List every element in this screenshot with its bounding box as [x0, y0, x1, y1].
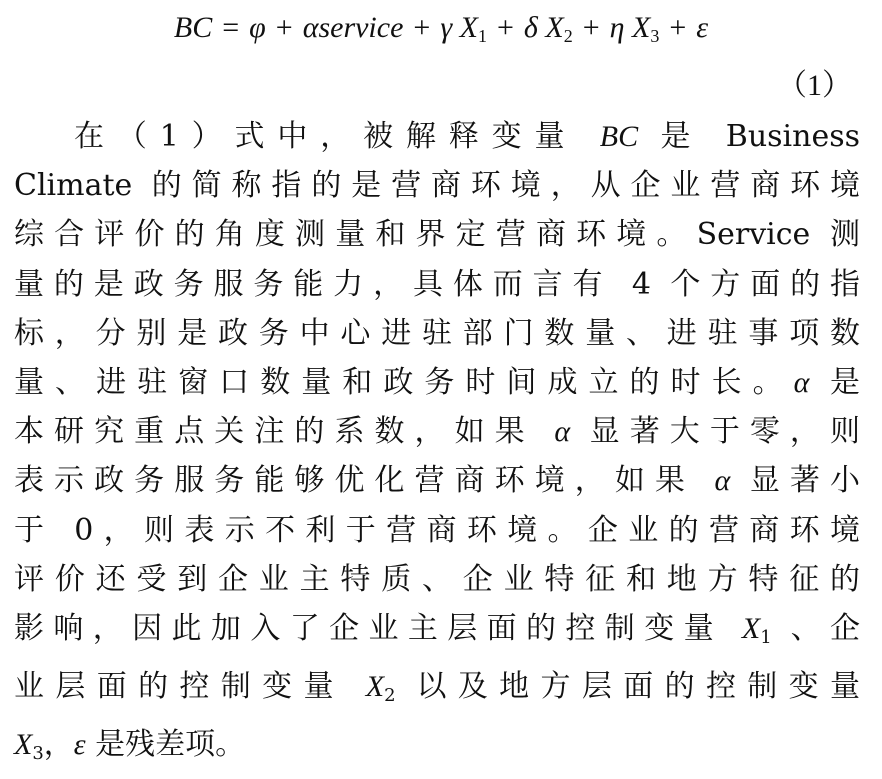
paragraph-line [14, 407, 860, 456]
variable-alpha: α [714, 464, 731, 498]
text-span: 在（1）式中，被解释变量 [74, 119, 578, 154]
subscript: 2 [384, 685, 396, 707]
eq-service: service [318, 11, 404, 44]
eq-plus: + [496, 11, 514, 44]
eq-x1: X [459, 11, 478, 44]
eq-plus: + [413, 11, 431, 44]
regression-equation [0, 6, 882, 58]
paragraph-line [14, 358, 860, 407]
text-span: 影响，因此加入了企业主层面的控制变量 [14, 611, 723, 647]
eq-lhs: BC [173, 11, 213, 44]
eq-gamma: γ [440, 11, 453, 44]
variable-bc: BC [599, 120, 639, 153]
equation-number: （1） [777, 69, 852, 102]
text-span: 显著小 [749, 463, 860, 499]
paragraph-line [14, 662, 860, 720]
paragraph-line [14, 112, 860, 161]
paragraph-line [14, 604, 860, 662]
text-span: 本研究重点关注的系数，如果 [14, 414, 535, 450]
text-span: 以及地方层面的控制变量 [416, 669, 861, 705]
eq-plus: + [582, 11, 600, 44]
text-span: 业层面的控制变量 [14, 669, 345, 705]
paragraph-line: 量的是政务服务能力，具体而言有 4 个方面的指 [14, 266, 860, 302]
eq-eta: η [609, 11, 625, 44]
text-span: 表示政务服务能够优化营商环境，如果 [14, 463, 695, 499]
eq-plus: + [669, 11, 687, 44]
subscript: 3 [32, 743, 44, 765]
eq-delta: δ [523, 11, 538, 44]
text-span: 是 Business [660, 119, 861, 154]
paragraph-line [14, 456, 860, 505]
eq-epsilon: ε [696, 11, 709, 44]
eq-equals: = [222, 11, 240, 44]
paragraph-line: 评价还受到企业主特质、企业特征和地方特征的 [14, 561, 860, 597]
eq-phi: φ [249, 11, 266, 44]
text-span: 、企 [790, 611, 861, 647]
eq-sub3: 3 [650, 26, 660, 46]
paragraph-line: 于 0，则表示不利于营商环境。企业的营商环境 [14, 512, 860, 548]
variable-x1: X [741, 612, 761, 646]
eq-alpha: α [302, 11, 319, 44]
text-span: 是 [830, 365, 860, 401]
eq-x2: X [545, 11, 564, 44]
body-paragraph [14, 112, 860, 779]
eq-sub1: 1 [477, 26, 487, 46]
paragraph-line: Climate 的简称指的是营商环境，从企业营商环境 [14, 168, 860, 204]
paragraph-line: 综合评价的角度测量和界定营商环境。Service 测 [14, 217, 860, 253]
variable-alpha: α [793, 366, 810, 400]
text-span: 显著大于零，则 [589, 414, 860, 450]
eq-sub2: 2 [563, 26, 573, 46]
text-span: 是残差项。 [95, 727, 246, 763]
variable-x3: X [14, 728, 33, 762]
text-span: ， [43, 727, 74, 763]
text-span: 量、进驻窗口数量和政务时间成立的时长。 [14, 365, 794, 401]
paragraph-line: 标，分别是政务中心进驻部门数量、进驻事项数 [14, 315, 860, 351]
variable-x2: X [365, 670, 385, 704]
paragraph-line [14, 720, 860, 778]
subscript: 1 [760, 627, 772, 649]
variable-epsilon: ε [73, 728, 86, 762]
eq-x3: X [632, 11, 651, 44]
eq-plus: + [275, 11, 293, 44]
variable-alpha: α [554, 415, 571, 449]
